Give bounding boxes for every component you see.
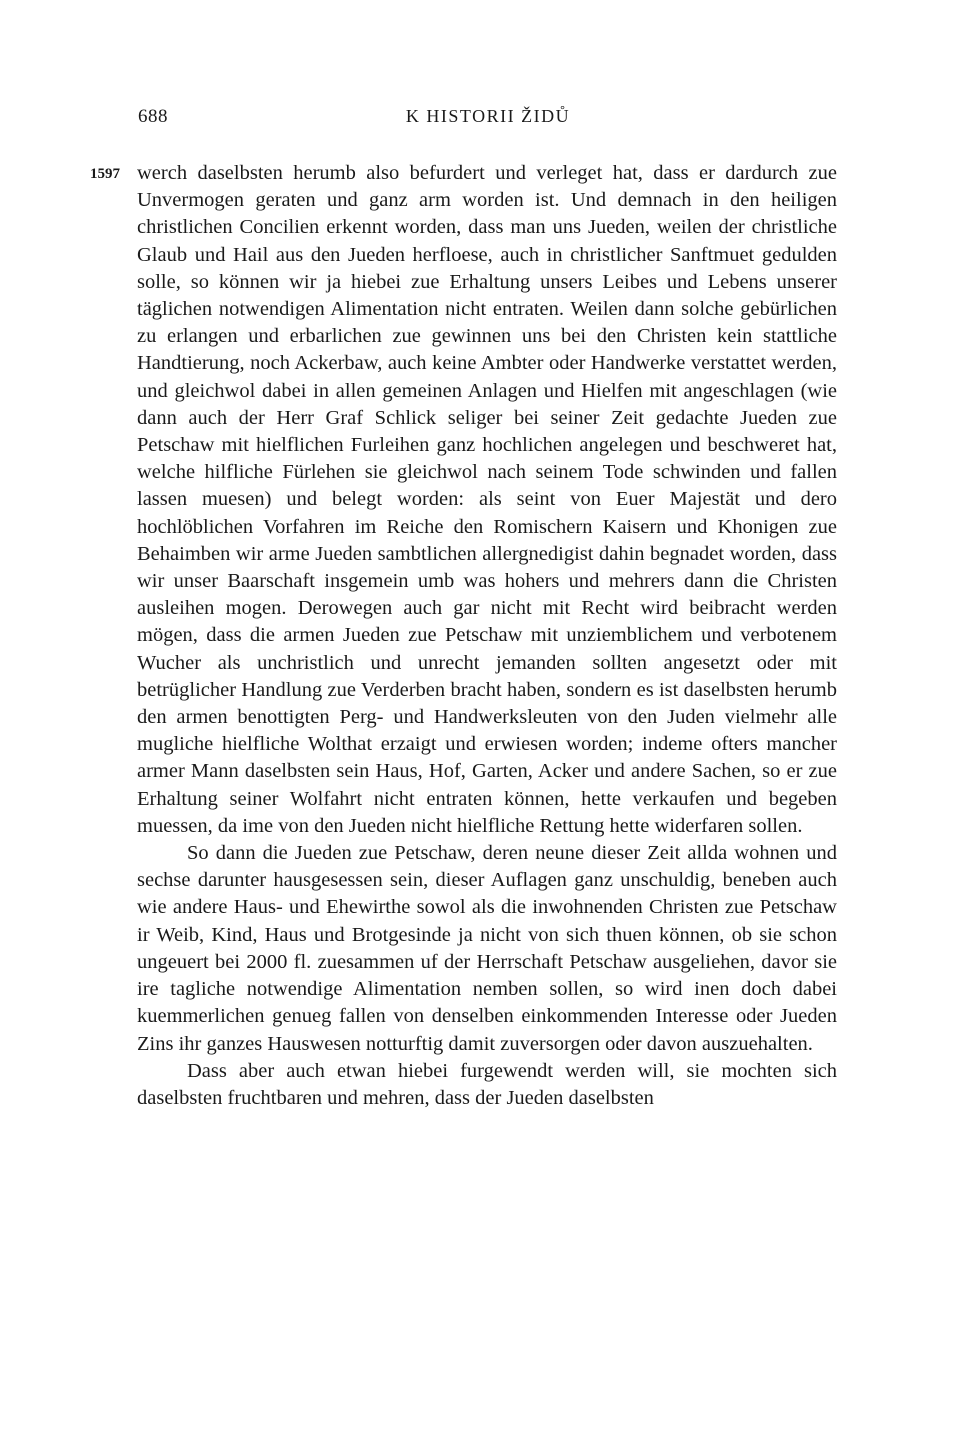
paragraph-1: werch daselbsten herumb also befurdert und verleget hat, dass er dardurch zue Unvermogen geraten und ganz arm worden ist. Und demnach in den heiligen christlichen Concilien erkennt worden, dass man uns Jueden, weilen der christliche Glaub und Hail aus den Jueden herfloese, auch in christlicher Sanftmuet gedulden solle, so können wir ja hiebei zue Erhaltung unsers Leibes und Lebens unserer täglichen notwendigen Alimentation nicht entraten. Weilen dann solche gebürlichen zu erlangen und erbarlichen zue gewinnen uns bei den Christen kein stattliche Handtierung, noch Ackerbaw, auch keine Ambter oder Handwerke verstattet werden, und gleichwol dabei in allen gemeinen Anlagen und Hielfen mit angeschlagen (wie dann auch der Herr Graf Schlick seliger bei seiner Zeit gedachte Jueden zue Petschaw mit hielflichen Furleihen ganz hochlichen angelegen und beschweret hat, welche hilfliche Fürlehen sie gleichwol nach seinem Tode schwinden und fallen lassen muesen) und belegt worden: als seint von Euer Majestät und dero hochlöblichen Vorfahren im Reiche den Romischern Kaisern und Khonigen zue Behaimben wir arme Jueden sambtlichen allergnedigist dahin begnadet worden, dass wir unser Baarschaft insgemein umb was hohers und mehrers dann die Christen ausleihen mogen. Derowegen auch gar nicht mit Recht wird beibracht werden mögen, dass die armen Jueden zue Petschaw mit unziemblichem und verbotenem Wucher als unchristlich und unrecht jemanden sollten angesetzt oder mit betrüglicher Handlung zue Verderben bracht haben, sondern es ist daselbsten herumb den armen benottigten Perg- und Handwerksleuten von den Juden vielmehr alle mugliche hielfliche Wolthat erzaigt und erwiesen worden; indeme ofters mancher armer Mann daselbsten sein Haus, Hof, Garten, Acker und andere Sachen, so er zue Erhaltung seiner Wolfahrt nicht entraten können, hette verkaufen und begeben muessen, da ime von den Jueden nicht hielfliche Rettung hette widerfaren sollen. — [137, 162, 837, 837]
page-header — [138, 106, 838, 136]
page-number: 688 — [138, 106, 168, 127]
running-title: K HISTORII ŽIDŮ — [405, 106, 571, 126]
paragraph-2: So dann die Jueden zue Petschaw, deren neune dieser Zeit allda wohnen und sechse darunter hausgesessen sein, dieser Auflagen ganz unschuldig, beneben auch wie andere Haus- und Ehewirthe sowol als die inwohnenden Christen zue Petschaw ir Weib, Kind, Haus und Brotgesinde ja nicht von sich thuen können, ob sie schon ungeuert bei 2000 fl. zuesammen uf der Herrschaft Petschaw ausgeliehen, davor sie ire tagliche notwendige Alimentation nemben sollen, so wird inen doch dabei kuemmerlichen genueg fallen von denselben einkommenden Interesse oder Jueden Zins ihr ganzes Hauswesen notturftig damit zuversorgen oder davon auszuehalten. — [137, 842, 837, 1055]
body-text — [137, 160, 837, 1112]
paragraph-3: Dass aber auch etwan hiebei furgewendt werden will, sie mochten sich daselbsten fruchtbaren und mehren, dass der Jueden daselbsten — [137, 1059, 837, 1109]
margin-year-note: 1597 — [90, 166, 120, 182]
